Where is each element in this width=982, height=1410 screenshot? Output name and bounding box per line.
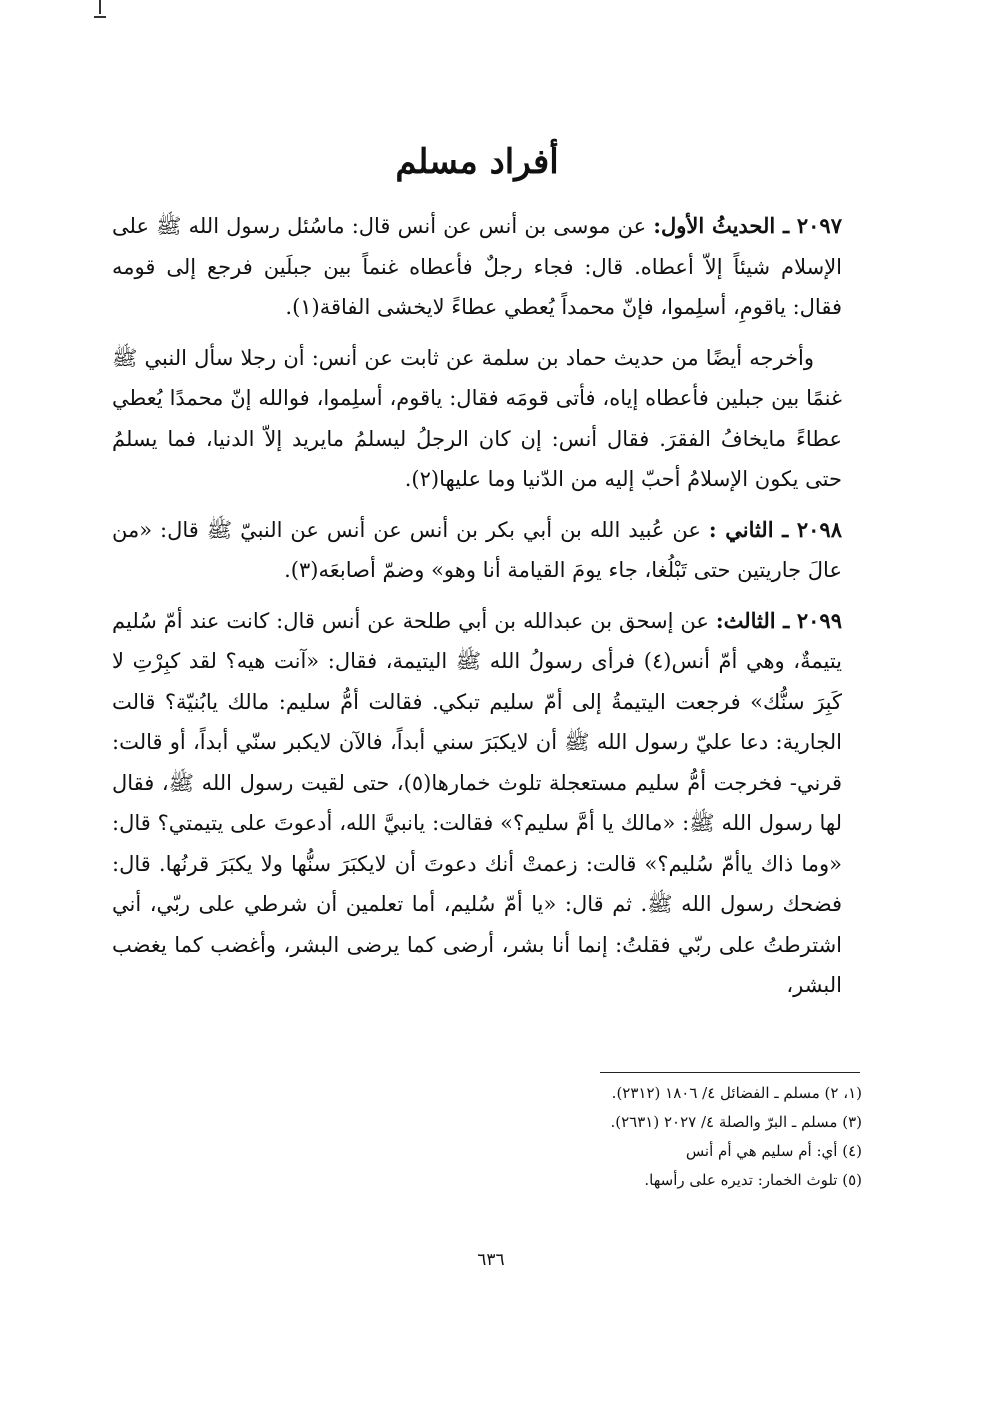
hadith-text: عن إسحق بن عبدالله بن أبي طلحة عن أنس قال: كانت عند أمّ سُليم يتيمةٌ، وهي أمّ أنس(٤) فرأى رسولُ الله ﷺ اليتيمة، فقال: «آنت هيه؟ لقد كبِرْتِ لا كَبِرَ سنُّك» فرجعت اليتيمةُ إلى أمّ سليم تبكي. فقالت أمُّ سليم: مالك يابُنيّة؟ قالت الجارية: دعا عليّ رسول الله ﷺ أن لايكبَرَ سني أبداً، فالآن لايكبر سنّي أبداً، أو قالت: قرني- فخرجت أمُّ سليم مستعجلة تلوث خمارها(٥)، حتى لقيت رسول الله ﷺ، فقال لها رسول الله ﷺ: «مالك يا أمَّ سليم؟» فقالت: يانبيَّ الله، أدعوتَ على يتيمتي؟ قال: «وما ذاك ياأمّ سُليم؟» قالت: زعمتْ أنك دعوتَ أن لايكبَرَ سنُّها ولا يكبَرَ قرنُها. قال: فضحك رسول الله ﷺ. ثم قال: «يا أمّ سُليم، أما تعلمين أن شرطي على ربّي، أني اشترطتُ على ربّي فقلتُ: إنما أنا بشر، أرضى كما يرضى البشر، وأغضب كما يغضب البشر، [112,608,843,997]
hadith-text: وأخرجه أيضًا من حديث حماد بن سلمة عن ثابت عن أنس: أن رجلا سأل النبي ﷺ غنمًا بين جبلين فأعطاه إياه، فأتى قومَه فقال: ياقوم، أسلِموا، فوالله إنّ محمدًا يُعطي عطاءً مايخافُ الفقرَ. فقال أنس: إن كان الرجلُ ليسلمُ مايريد إلاّ الدنيا، فما يسلمُ حتى يكون الإسلامُ أحبّ إليه من الدّنيا وما عليها(٢). [112,345,842,491]
section-title: أفراد مسلم [395,142,559,182]
footnote-divider [600,1072,860,1073]
hadith-2099 [112,601,842,1006]
crop-mark-icon [92,0,108,22]
footnote-4: (٤) أي: أم سليم هي أم أنس [685,1142,862,1160]
hadith-2097 [112,206,842,328]
footnotes [430,1080,862,1196]
footnote-3: (٣) مسلم ـ البرّ والصلة ٤/ ٢٠٢٧ (٢٦٣١). [610,1113,862,1131]
hadith-text: عن عُبيد الله بن أبي بكر بن أنس عن أنس عن النبيّ ﷺ قال: «من عالَ جاريتين حتى تَبْلُغا، جاء يومَ القيامة أنا وهو» وضمّ أصابعَه(٣). [112,517,842,582]
hadith-2098 [112,510,842,591]
hadith-heading: ٢٠٩٨ ـ الثاني : [708,516,842,542]
footnote-1-2: (١، ٢) مسلم ـ الفضائل ٤/ ١٨٠٦ (٢٣١٢). [611,1084,862,1102]
footnote-5: (٥) تلوث الخمار: تديره على رأسها. [644,1171,862,1189]
hadith-2097-variant [112,338,842,500]
hadith-text: عن موسى بن أنس عن أنس قال: ماسُئل رسول الله ﷺ على الإسلام شيئاً إلاّ أعطاه. قال: فجاء رجلٌ فأعطاه غنماً بين جبلَين فرجع إلى قومه فقال: ياقومِ، أسلِموا، فإنّ محمداً يُعطي عطاءً لايخشى الفاقة(١). [112,214,842,319]
main-text-column [112,140,842,1016]
hadith-heading: ٢٠٩٧ ـ الحديثُ الأول: [653,213,842,238]
hadith-heading: ٢٠٩٩ ـ الثالث: [715,607,842,633]
page-number: ٦٣٦ [477,1250,505,1270]
